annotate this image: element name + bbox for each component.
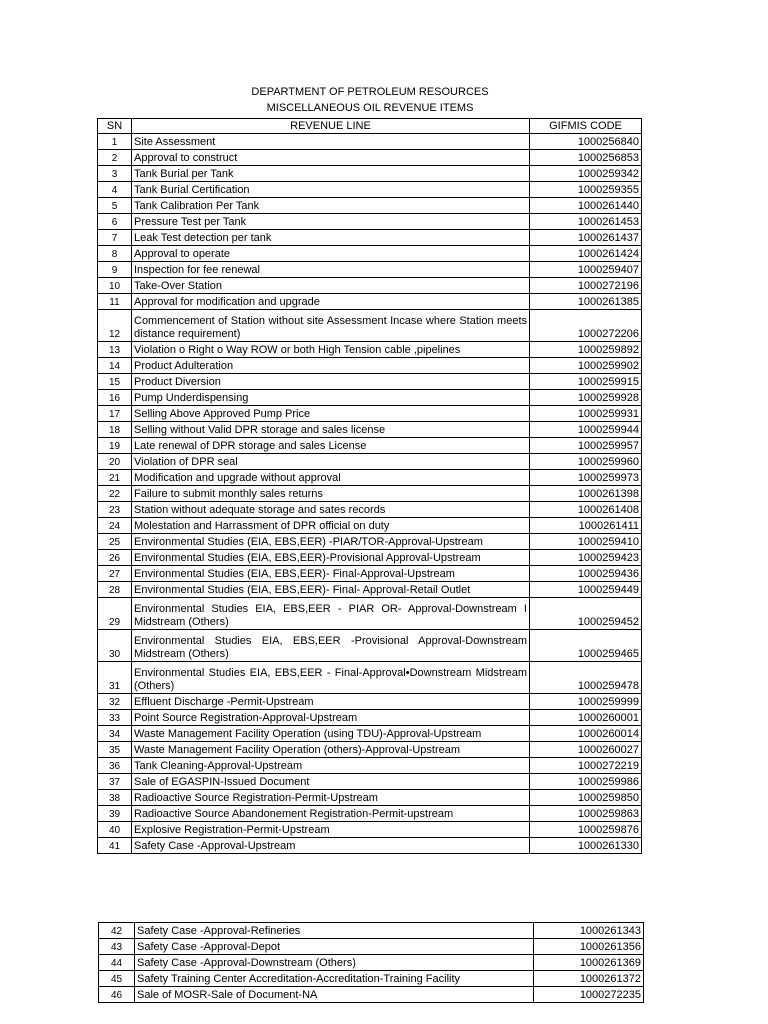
row-sn: 29 — [98, 598, 132, 630]
row-revenue-line: Environmental Studies EIA, EBS,EER -Provisional Approval-Downstream Midstream (Others) — [132, 630, 530, 662]
table-row — [98, 310, 642, 342]
row-sn: 34 — [98, 726, 132, 742]
row-gifmis-code: 1000259355 — [530, 182, 642, 198]
row-gifmis-code: 1000259944 — [530, 422, 642, 438]
row-sn: 36 — [98, 758, 132, 774]
revenue-table — [97, 118, 642, 854]
row-gifmis-code: 1000261372 — [534, 971, 644, 987]
row-gifmis-code: 1000259892 — [530, 342, 642, 358]
table-row — [99, 971, 644, 987]
row-gifmis-code: 1000272235 — [534, 987, 644, 1003]
row-sn: 7 — [98, 230, 132, 246]
row-revenue-line: Inspection for fee renewal — [132, 262, 530, 278]
row-revenue-line: Safety Case -Approval-Refineries — [135, 923, 534, 939]
table-row — [98, 166, 642, 182]
table-row — [98, 502, 642, 518]
table-row — [98, 150, 642, 166]
table-row — [98, 246, 642, 262]
row-sn: 44 — [99, 955, 135, 971]
table-row — [98, 550, 642, 566]
revenue-table-continued-body — [99, 923, 644, 1003]
row-sn: 39 — [98, 806, 132, 822]
row-revenue-line: Selling Above Approved Pump Price — [132, 406, 530, 422]
row-gifmis-code: 1000259915 — [530, 374, 642, 390]
row-sn: 35 — [98, 742, 132, 758]
row-revenue-line: Molestation and Harrassment of DPR official on duty — [132, 518, 530, 534]
table-row — [98, 214, 642, 230]
row-gifmis-code: 1000259436 — [530, 566, 642, 582]
table-row — [98, 566, 642, 582]
table-row — [98, 358, 642, 374]
table-row — [98, 278, 642, 294]
row-revenue-line: Safety Training Center Accreditation-Accreditation-Training Facility — [135, 971, 534, 987]
row-revenue-line: Take-Over Station — [132, 278, 530, 294]
row-revenue-line: Waste Management Facility Operation (others)-Approval-Upstream — [132, 742, 530, 758]
row-revenue-line: Product Diversion — [132, 374, 530, 390]
row-revenue-line: Pressure Test per Tank — [132, 214, 530, 230]
row-gifmis-code: 1000259850 — [530, 790, 642, 806]
row-sn: 32 — [98, 694, 132, 710]
table-row — [98, 374, 642, 390]
row-gifmis-code: 1000261385 — [530, 294, 642, 310]
row-sn: 2 — [98, 150, 132, 166]
row-revenue-line: Point Source Registration-Approval-Upstream — [132, 710, 530, 726]
row-gifmis-code: 1000261330 — [530, 838, 642, 854]
row-sn: 8 — [98, 246, 132, 262]
row-sn: 40 — [98, 822, 132, 838]
row-revenue-line: Commencement of Station without site Assessment Incase where Station meets distance requirement) — [132, 310, 530, 342]
row-revenue-line: Pump Underdispensing — [132, 390, 530, 406]
row-sn: 31 — [98, 662, 132, 694]
row-revenue-line: Safety Case -Approval-Downstream (Others) — [135, 955, 534, 971]
table-row — [98, 342, 642, 358]
row-revenue-line: Tank Cleaning-Approval-Upstream — [132, 758, 530, 774]
row-sn: 43 — [99, 939, 135, 955]
row-gifmis-code: 1000261408 — [530, 502, 642, 518]
row-revenue-line: Safety Case -Approval-Upstream — [132, 838, 530, 854]
document-subtitle: MISCELLANEOUS OIL REVENUE ITEMS — [266, 102, 474, 114]
table-row — [98, 198, 642, 214]
row-sn: 41 — [98, 838, 132, 854]
row-revenue-line: Approval to construct — [132, 150, 530, 166]
table-row — [98, 838, 642, 854]
table-row — [98, 422, 642, 438]
row-revenue-line: Leak Test detection per tank — [132, 230, 530, 246]
table-row — [98, 822, 642, 838]
row-gifmis-code: 1000261369 — [534, 955, 644, 971]
row-sn: 12 — [98, 310, 132, 342]
row-sn: 16 — [98, 390, 132, 406]
table-row — [98, 534, 642, 550]
row-gifmis-code: 1000261411 — [530, 518, 642, 534]
table-row — [98, 454, 642, 470]
row-revenue-line: Environmental Studies EIA, EBS,EER - PIAR OR- Approval-Downstream I Midstream (Others) — [132, 598, 530, 630]
row-revenue-line: Radioactive Source Registration-Permit-Upstream — [132, 790, 530, 806]
table-row — [98, 406, 642, 422]
row-sn: 13 — [98, 342, 132, 358]
row-sn: 30 — [98, 630, 132, 662]
row-revenue-line: Tank Burial Certification — [132, 182, 530, 198]
row-gifmis-code: 1000260014 — [530, 726, 642, 742]
row-revenue-line: Radioactive Source Abandonement Registration-Permit-upstream — [132, 806, 530, 822]
row-revenue-line: Environmental Studies EIA, EBS,EER - Final-Approval•Downstream Midstream (Others) — [132, 662, 530, 694]
row-sn: 6 — [98, 214, 132, 230]
row-revenue-line: Failure to submit monthly sales returns — [132, 486, 530, 502]
table-row — [98, 262, 642, 278]
row-gifmis-code: 1000259863 — [530, 806, 642, 822]
row-sn: 46 — [99, 987, 135, 1003]
table-row — [99, 955, 644, 971]
row-sn: 3 — [98, 166, 132, 182]
row-revenue-line: Environmental Studies (EIA, EBS,EER) -PIAR/TOR-Approval-Upstream — [132, 534, 530, 550]
row-gifmis-code: 1000272219 — [530, 758, 642, 774]
row-gifmis-code: 1000256853 — [530, 150, 642, 166]
document-title: DEPARTMENT OF PETROLEUM RESOURCES — [251, 86, 489, 98]
row-revenue-line: Late renewal of DPR storage and sales License — [132, 438, 530, 454]
row-sn: 11 — [98, 294, 132, 310]
row-revenue-line: Environmental Studies (EIA, EBS,EER)- Final- Approval-Retail Outlet — [132, 582, 530, 598]
row-sn: 20 — [98, 454, 132, 470]
row-gifmis-code: 1000261424 — [530, 246, 642, 262]
row-revenue-line: Tank Burial per Tank — [132, 166, 530, 182]
table-row — [98, 662, 642, 694]
table-row — [98, 694, 642, 710]
table-row — [99, 939, 644, 955]
row-gifmis-code: 1000259478 — [530, 662, 642, 694]
table-row — [98, 774, 642, 790]
table-row — [98, 390, 642, 406]
table-row — [98, 182, 642, 198]
row-gifmis-code: 1000259342 — [530, 166, 642, 182]
row-gifmis-code: 1000272196 — [530, 278, 642, 294]
table-row — [98, 518, 642, 534]
row-sn: 42 — [99, 923, 135, 939]
row-sn: 18 — [98, 422, 132, 438]
row-sn: 15 — [98, 374, 132, 390]
row-gifmis-code: 1000259410 — [530, 534, 642, 550]
row-gifmis-code: 1000259465 — [530, 630, 642, 662]
row-gifmis-code: 1000261356 — [534, 939, 644, 955]
row-gifmis-code: 1000259973 — [530, 470, 642, 486]
table-row — [98, 598, 642, 630]
row-sn: 33 — [98, 710, 132, 726]
table-row — [99, 923, 644, 939]
table-row — [98, 742, 642, 758]
row-revenue-line: Waste Management Facility Operation (using TDU)-Approval-Upstream — [132, 726, 530, 742]
row-gifmis-code: 1000259902 — [530, 358, 642, 374]
row-gifmis-code: 1000261453 — [530, 214, 642, 230]
row-sn: 26 — [98, 550, 132, 566]
row-revenue-line: Site Assessment — [132, 134, 530, 150]
row-gifmis-code: 1000261440 — [530, 198, 642, 214]
row-gifmis-code: 1000259986 — [530, 774, 642, 790]
row-gifmis-code: 1000272206 — [530, 310, 642, 342]
row-sn: 38 — [98, 790, 132, 806]
row-gifmis-code: 1000256840 — [530, 134, 642, 150]
table-row — [98, 230, 642, 246]
row-gifmis-code: 1000260027 — [530, 742, 642, 758]
row-revenue-line: Approval for modification and upgrade — [132, 294, 530, 310]
table-row — [98, 790, 642, 806]
header-gifmis-code: GIFMIS CODE — [530, 119, 642, 134]
row-sn: 21 — [98, 470, 132, 486]
row-revenue-line: Violation of DPR seal — [132, 454, 530, 470]
row-sn: 24 — [98, 518, 132, 534]
table-row — [99, 987, 644, 1003]
table-row — [98, 438, 642, 454]
row-revenue-line: Environmental Studies (EIA, EBS,EER)- Final-Approval-Upstream — [132, 566, 530, 582]
table-row — [98, 726, 642, 742]
row-sn: 4 — [98, 182, 132, 198]
row-gifmis-code: 1000259931 — [530, 406, 642, 422]
row-sn: 19 — [98, 438, 132, 454]
row-revenue-line: Sale of MOSR-Sale of Document-NA — [135, 987, 534, 1003]
table-row — [98, 710, 642, 726]
table-row — [98, 486, 642, 502]
table-row — [98, 630, 642, 662]
row-gifmis-code: 1000259407 — [530, 262, 642, 278]
row-gifmis-code: 1000259423 — [530, 550, 642, 566]
row-sn: 45 — [99, 971, 135, 987]
row-gifmis-code: 1000259960 — [530, 454, 642, 470]
row-sn: 37 — [98, 774, 132, 790]
row-revenue-line: Safety Case -Approval-Depot — [135, 939, 534, 955]
row-gifmis-code: 1000259928 — [530, 390, 642, 406]
row-gifmis-code: 1000261398 — [530, 486, 642, 502]
revenue-table-continued — [98, 922, 644, 1003]
table-row — [98, 582, 642, 598]
table-row — [98, 294, 642, 310]
row-gifmis-code: 1000261343 — [534, 923, 644, 939]
header-sn: SN — [98, 119, 132, 134]
row-sn: 9 — [98, 262, 132, 278]
table-header-row — [98, 119, 642, 134]
table-row — [98, 134, 642, 150]
row-revenue-line: Approval to operate — [132, 246, 530, 262]
row-revenue-line: Sale of EGASPIN-Issued Document — [132, 774, 530, 790]
row-revenue-line: Product Adulteration — [132, 358, 530, 374]
row-gifmis-code: 1000260001 — [530, 710, 642, 726]
row-revenue-line: Effluent Discharge -Permit-Upstream — [132, 694, 530, 710]
row-sn: 17 — [98, 406, 132, 422]
table-row — [98, 758, 642, 774]
row-gifmis-code: 1000259876 — [530, 822, 642, 838]
row-sn: 22 — [98, 486, 132, 502]
row-sn: 25 — [98, 534, 132, 550]
table-row — [98, 470, 642, 486]
row-sn: 27 — [98, 566, 132, 582]
row-revenue-line: Explosive Registration-Permit-Upstream — [132, 822, 530, 838]
row-sn: 28 — [98, 582, 132, 598]
row-gifmis-code: 1000259957 — [530, 438, 642, 454]
row-gifmis-code: 1000261437 — [530, 230, 642, 246]
row-sn: 5 — [98, 198, 132, 214]
row-sn: 1 — [98, 134, 132, 150]
table-row — [98, 806, 642, 822]
row-revenue-line: Station without adequate storage and sates records — [132, 502, 530, 518]
row-revenue-line: Violation o Right o Way ROW or both High Tension cable ,pipelines — [132, 342, 530, 358]
row-gifmis-code: 1000259999 — [530, 694, 642, 710]
revenue-table-body — [98, 134, 642, 854]
row-revenue-line: Modification and upgrade without approval — [132, 470, 530, 486]
row-gifmis-code: 1000259449 — [530, 582, 642, 598]
row-revenue-line: Environmental Studies (EIA, EBS,EER)-Provisional Approval-Upstream — [132, 550, 530, 566]
row-gifmis-code: 1000259452 — [530, 598, 642, 630]
row-sn: 10 — [98, 278, 132, 294]
row-sn: 23 — [98, 502, 132, 518]
row-revenue-line: Tank Calibration Per Tank — [132, 198, 530, 214]
row-revenue-line: Selling without Valid DPR storage and sales license — [132, 422, 530, 438]
row-sn: 14 — [98, 358, 132, 374]
header-revenue-line: REVENUE LINE — [132, 119, 530, 134]
